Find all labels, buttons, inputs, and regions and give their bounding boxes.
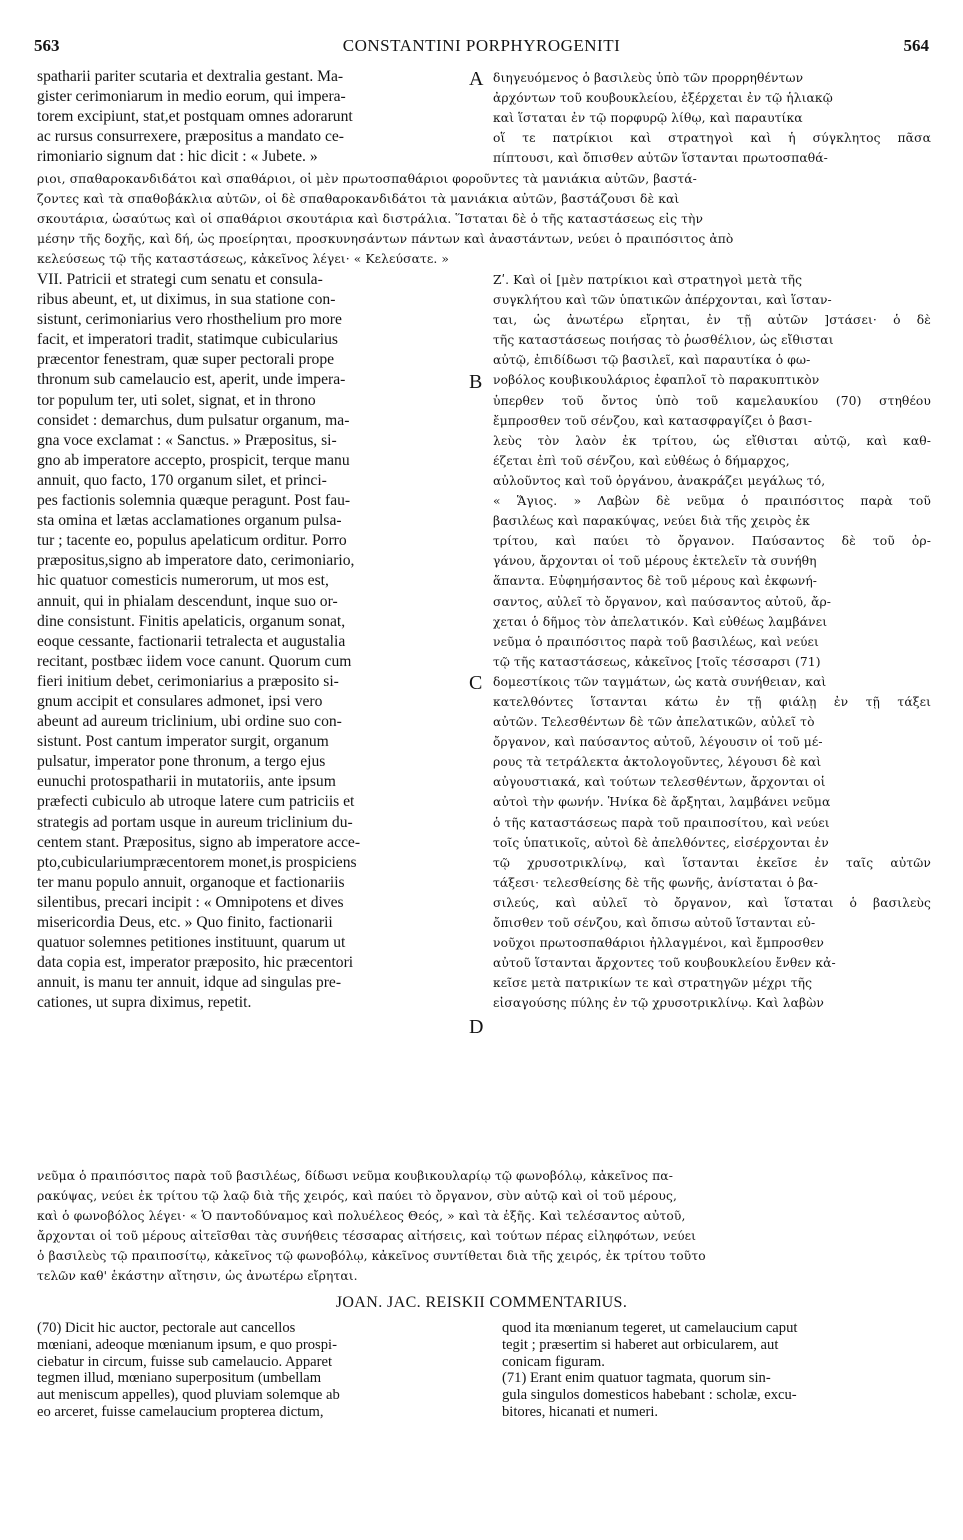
latin-text-line: tor populum ter, uti solet, signat, et in throno xyxy=(37,391,316,409)
latin-text-line: eoque cessante, factionarii tetralecta et augustalia xyxy=(37,632,346,650)
latin-text-line: annuit, qui in phialam descendunt, inque suo or- xyxy=(37,592,338,610)
commentary-left-column xyxy=(37,1320,477,1421)
greek-text-line: νεῦμα ὁ πραιπόσιτος παρὰ τοῦ βασιλέως, καὶ νεύει xyxy=(493,634,819,649)
greek-text-line: τοῖς ὑπατικοῖς, αὐτοὶ δὲ ἀπελθόντες, εἰσέρχονται ἐν xyxy=(493,835,829,850)
greek-text-line: βασιλέως καὶ παρακύψας, νεύει διὰ τῆς χειρὸς ἐκ xyxy=(493,514,810,529)
latin-text-line: annuit, is manu ter annuit, idque ad singulas pre- xyxy=(37,974,342,992)
greek-text-line: ἔμπροσθεν τοῦ σένζου, καὶ κατασφραγίζει ὁ βασι- xyxy=(493,413,813,428)
latin-text-line: sta omina et lætas acclamationes organum pulsa- xyxy=(37,512,342,530)
commentary-text-line: gula singulos domesticos habebant : scholæ, excu- xyxy=(502,1387,797,1404)
margin-marker-d: D xyxy=(469,1016,484,1038)
latin-text-line: gno ab imperatore accepto, prospicit, terque manu xyxy=(37,451,350,469)
latin-text-line: misericordia Deus, etc. » Quo finito, factionarii xyxy=(37,914,333,931)
greek-text-line: ρακύψας, νεύει ἐκ τρίτου τῷ λαῷ διὰ τῆς χειρός, καὶ παύει τὸ ὄργανον, σὺν αὐτῷ καὶ οἱ τοῦ μέρους, xyxy=(37,1189,677,1204)
latin-text-line: gna voce exclamat : « Sanctus. » Præpositus, si- xyxy=(37,431,337,449)
commentary-text-line: ciebatur in circum, fuisse sub camelaucio. Apparet xyxy=(37,1353,333,1370)
latin-text-line: sistunt. Post cantum imperator surgit, organum xyxy=(37,733,329,751)
greek-text-line: οἵ τε πατρίκιοι καὶ στρατηγοὶ καὶ ἡ σύγκλητος πᾶσα xyxy=(493,131,931,146)
greek-text-line: αὐτῷ, ἐπιδίδωσι τῷ βασιλεῖ, καὶ παραυτίκα ὁ φω- xyxy=(493,353,811,368)
page-number-left: 563 xyxy=(34,36,60,55)
latin-text-line: rimoniario signum dat : hic dicit : « Jubete. » xyxy=(37,148,318,166)
greek-text-line: ρους τὰ τετράλεκτα ἀκτολογοῦντες, λέγουσι δὲ καὶ xyxy=(493,755,822,770)
greek-text-line: αὐλοῦντος καὶ τοῦ ὀργάνου, ἀνακράζει μεγάλως τό, xyxy=(493,473,826,488)
latin-text-line: thronum sub camelaucio est, aperit, unde impera- xyxy=(37,371,346,389)
latin-text-line: centem stant. Præpositus, signo ab imperatore acce- xyxy=(37,833,361,851)
page-number-right: 564 xyxy=(903,36,929,55)
commentary-text-line: conicam figuram. xyxy=(502,1353,605,1370)
greek-text-line: « Ἅγιος. » Λαβὼν δὲ νεῦμα ὁ πραιπόσιτος παρὰ τοῦ xyxy=(493,494,931,509)
latin-text-line: pes factionis solemnia quæque peragunt. Post fau- xyxy=(37,492,351,510)
greek-text-line: ἅπαντα. Εὐφημήσαντος δὲ τοῦ μέρους καὶ ἐκφωνή- xyxy=(493,574,818,589)
latin-text-line: abeunt ad aureum triclinium, ubi ordine suo con- xyxy=(37,713,342,731)
running-title: CONSTANTINI PORPHYROGENITI xyxy=(342,36,621,55)
latin-text-line: gnum accipit et consulares admonet, ipsi vero xyxy=(37,692,323,710)
greek-column-main xyxy=(493,270,931,1013)
greek-full-width-passage-2 xyxy=(37,1166,931,1287)
greek-text-line: τελῶν καθ' ἑκάστην αἴτησιν, ὡς ἀνωτέρω εἴρηται. xyxy=(37,1269,358,1284)
greek-text-line: διηγευόμενος ὁ βασιλεὺς ὑπὸ τῶν προρρηθέντων xyxy=(493,71,804,85)
greek-text-line: ἀρχόντων τοῦ κουβουκλείου, ἐξέρχεται ἐν τῷ ἡλιακῷ xyxy=(493,91,833,106)
greek-text-line: αὐτοὶ τὴν φωνήν. Ἡνίκα δὲ ἄρξηται, λαμβάνει νεῦμα xyxy=(493,795,831,810)
greek-text-line: εἰσαγούσης πύλης ἐν τῷ χρυσοτρικλίνῳ. Καὶ λαβὼν xyxy=(493,996,824,1011)
latin-text-line: data copia est, imperator præposito, hic præcentori xyxy=(37,954,354,972)
latin-text-line: ribus abeunt, et, ut diximus, in sua statione con- xyxy=(37,291,336,309)
latin-column-top xyxy=(37,67,477,167)
greek-text-line: δομεστίκοις τῶν ταγμάτων, ὡς κατὰ συνήθειαν, καὶ xyxy=(493,674,827,689)
latin-text-line: silentibus, precari incipit : « Omnipotens et dives xyxy=(37,893,344,911)
commentary-right-column xyxy=(502,1320,932,1421)
commentary-title: JOAN. JAC. REISKII COMMENTARIUS. xyxy=(335,1294,628,1311)
latin-text-line: spatharii pariter scutaria et dextralia gestant. Ma- xyxy=(37,68,344,85)
greek-text-line: λεὺς τὸν λαὸν ἐκ τρίτου, ὡς εἴθισται αὐτῷ, καὶ καθ- xyxy=(493,433,931,448)
greek-text-line: Ζʹ. Καὶ οἱ [μὲν πατρίκιοι καὶ στρατηγοὶ μετὰ τῆς xyxy=(493,273,803,287)
greek-text-line: τάξεσι· τελεσθείσης δὲ τῆς φωνῆς, ἀνίσταται ὁ βα- xyxy=(493,875,818,890)
greek-text-line: κεῖσε μετὰ πατρικίων τε καὶ στρατηγῶν μέχρι τῆς xyxy=(493,976,813,991)
latin-text-line: hic quatuor comesticis numerorum, ut mos est, xyxy=(37,572,329,590)
latin-text-line: tur ; tacente eo, populus apelaticum orditur. Porro xyxy=(37,532,347,550)
latin-text-line: fieri initium debet, cerimoniarius a præposito si- xyxy=(37,672,339,690)
latin-text-line: VII. Patricii et strategi cum senatu et consula- xyxy=(37,271,323,288)
greek-text-line: αὐτῶν. Τελεσθέντων δὲ τῶν ἀπελατικῶν, αὐλεῖ τὸ xyxy=(493,715,815,730)
greek-text-line: μέσην τῆς δοχῆς, καὶ δή, ὡς προείρηται, προσκυνησάντων πάντων καὶ ἀναστάντων, νεύει ὁ πραιπόσιτος ἀπὸ xyxy=(37,232,734,247)
greek-text-line: καὶ ὁ φωνοβόλος λέγει· « Ὁ παντοδύναμος καὶ πολυέλεος Θεός, » καὶ τὰ ἑξῆς. Καὶ τελέσαντος αὐτοῦ, xyxy=(37,1209,686,1224)
commentary-text-line: aut meniscum appelles), quod pluviam solemque ab xyxy=(37,1387,340,1404)
greek-text-line: ὁ τῆς καταστάσεως παρὰ τοῦ πραιποσίτου, καὶ νεύει xyxy=(493,815,830,830)
greek-text-line: έζεται ἐπὶ τοῦ σένζου, καὶ εὐθέως ὁ δήμαρχος, xyxy=(493,453,790,468)
greek-text-line: τῆς καταστάσεως ποιήσας τὸ ῥωσθέλιον, ὡς εἴθισται xyxy=(493,333,834,348)
greek-text-line: ται, ὡς ἀνωτέρω εἴρηται, ἐν τῇ αὐτῶν ]στάσει· ὁ δὲ xyxy=(493,313,931,328)
latin-text-line: quatuor solemnes petitiones instituunt, quarum ut xyxy=(37,934,346,952)
greek-text-line: αὐγουστιακά, καὶ τούτων τελεσθέντων, ἄρχονται οἱ xyxy=(493,775,826,790)
greek-text-line: χεται ὁ δῆμος τὸν ἀπελατικόν. Καὶ εὐθέως λαμβάνει xyxy=(493,614,828,629)
greek-text-line: ὄργανον, καὶ παύσαντος αὐτοῦ, λέγουσιν οἱ τοῦ μέ- xyxy=(493,735,823,750)
greek-text-line: νοβόλος κουβικουλάριος ἐφαπλοῖ τὸ παρακυπτικὸν xyxy=(493,373,820,388)
greek-text-line: ἄρχονται οἱ τοῦ μέρους αἰτεῖσθαι τὰς συνήθεις τέσσαρας αἰτήσεις, καὶ τούτων πέρας εἰληφότων, νεύει xyxy=(37,1229,697,1244)
latin-text-line: præpositus,signo ab imperatore dato, cerimoniario, xyxy=(37,552,355,570)
greek-text-line: τῷ χρυσοτρικλίνῳ, καὶ ἵστανται ἐκεῖσε ἐν ταῖς αὐτῶν xyxy=(493,855,931,870)
greek-full-width-passage-1 xyxy=(37,169,931,269)
greek-text-line: πίπτουσι, καὶ ὄπισθεν αὐτῶν ἵστανται πρωτοσπαθά- xyxy=(493,151,828,166)
margin-marker-c: C xyxy=(469,672,483,694)
latin-text-line: recitant, postbæc iidem voce canunt. Quorum cum xyxy=(37,652,352,670)
commentary-text-line: eo arceret, fuisse camelaucium propterea dictum, xyxy=(37,1403,324,1420)
latin-text-line: eunuchi protospatharii in mutatoriis, ante ipsum xyxy=(37,773,336,791)
greek-text-line: ὄπισθεν τοῦ σένζου, καὶ ὄπισω αὐτοῦ ἵστανται εὐ- xyxy=(493,916,816,930)
greek-column-top xyxy=(493,68,931,168)
latin-text-line: annuit, quo facto, 170 organum silet, et princi- xyxy=(37,471,327,489)
greek-text-line: καὶ ἵσταται ἐν τῷ πορφυρῷ λίθῳ, καὶ παραυτίκα xyxy=(493,111,803,126)
greek-text-line: συγκλήτου καὶ τῶν ὑπατικῶν ἀπέρχονται, καὶ ἵσταν- xyxy=(493,293,832,308)
latin-text-line: cationes, ut supra diximus, repetit. xyxy=(37,994,252,1012)
latin-text-line: præfecti cubiculo ab utroque latere cum patriciis et xyxy=(37,793,355,811)
commentary-text-line: mœniani, adeoque mœnianum ipsum, e quo prospi- xyxy=(37,1336,337,1353)
greek-text-line: κατελθόντες ἵστανται κάτω ἐν τῇ φιάλῃ ἐν τῇ τάξει xyxy=(493,694,931,709)
latin-text-line: sistunt, cerimoniarius vero rhosthelium pro more xyxy=(37,311,342,329)
latin-column-main xyxy=(37,270,477,1013)
greek-text-line: νεῦμα ὁ πραιπόσιτος παρὰ τοῦ βασιλέως, δίδωσι νεῦμα κουβικουλαρίῳ τῷ φωνοβόλῳ, κἀκεῖνος πα- xyxy=(37,1169,673,1183)
latin-text-line: gister cerimoniarum in medio eorum, qui impera- xyxy=(37,88,346,106)
latin-text-line: considet : demarchus, dum pulsatur organum, ma- xyxy=(37,411,350,429)
greek-text-line: γάνου, ἄρχονται οἱ τοῦ μέρους ἐκτελεῖν τὰ συνήθη xyxy=(493,554,817,569)
running-header xyxy=(34,32,929,58)
commentary-text-line: tegmen illud, mœniano superpositum (umbellam xyxy=(37,1370,322,1387)
greek-text-line: σκουτάρια, ὡσαύτως καὶ οἱ σπαθάριοι σκουτάρια καὶ διστράλια. Ἵσταται δὲ ὁ τῆς καταστάσεως εἰς τὴν xyxy=(37,212,704,227)
greek-text-line: νοῦχοι πρωτοσπαθάριοι ἠλλαγμένοι, καὶ ἔμπροσθεν xyxy=(493,936,825,951)
greek-text-line: ζοντες καὶ τὰ σπαθοβάκλια αὐτῶν, οἱ δὲ σπαθαροκανδιδάτοι τὰ μανιάκια αὐτῶν, βαστάζουσι δὲ καὶ xyxy=(37,192,680,207)
latin-text-line: pto,cubiculariumpræcentorem monet,is prospiciens xyxy=(37,853,357,871)
latin-text-line: facit, et imperatori tradit, statimque cubicularius xyxy=(37,331,338,349)
greek-text-line: σαντος, αὐλεῖ τὸ ὄργανον, καὶ παύσαντος αὐτοῦ, ἄρ- xyxy=(493,594,832,609)
greek-text-line: τῷ τῆς καταστάσεως, κἀκεῖνος [τοῖς τέσσαρσι (71) xyxy=(493,654,821,669)
greek-text-line: ὑπερθεν τοῦ ὄντος ὑπὸ τοῦ καμελαυκίου (70) στηθέου xyxy=(493,393,931,408)
greek-text-line: τρίτου, καὶ παύει τὸ ὄργανον. Παύσαντος δὲ τοῦ ὀρ- xyxy=(493,534,931,549)
latin-text-line: ac rursus consurrexere, præpositus a mandato ce- xyxy=(37,128,345,146)
commentary-text-line: (71) Erant enim quatuor tagmata, quorum sin- xyxy=(502,1370,771,1387)
greek-text-line: ριοι, σπαθαροκανδιδάτοι καὶ σπαθάριοι, οἱ μὲν πρωτοσπαθάριοι φοροῦντες τὰ μανιάκια αὐτῶν, βαστά- xyxy=(37,172,697,186)
greek-text-line: αὐτοῦ ἵστανται ἄρχοντες τοῦ κουβουκλείου ἔνθεν κἀ- xyxy=(493,956,836,971)
commentary-text-line: bitores, hicanati et numeri. xyxy=(502,1403,659,1420)
latin-text-line: dine consistunt. Finitis apelaticis, organum sonat, xyxy=(37,612,346,630)
latin-text-line: ter manu populo annuit, organoque et factionariis xyxy=(37,873,345,891)
greek-text-line: κελεύσεως τῷ τῆς καταστάσεως, κἀκεῖνος λέγει· « Κελεύσατε. » xyxy=(37,252,449,267)
margin-marker-a: A xyxy=(469,68,484,90)
latin-text-line: pulsatur, imperator pone thronum, a tergo ejus xyxy=(37,753,326,771)
latin-text-line: strategis ad portam usque in aureum triclinium du- xyxy=(37,813,353,831)
margin-marker-b: B xyxy=(469,371,483,393)
greek-text-line: σιλεύς, καὶ αὐλεῖ τὸ ὄργανον, καὶ ἵσταται ὁ βασιλεὺς xyxy=(493,895,931,910)
commentary-text-line: (70) Dicit hic auctor, pectorale aut cancellos xyxy=(37,1320,296,1336)
commentary-text-line: tegit ; præsertim si haberet aut orbicularem, aut xyxy=(502,1336,779,1353)
latin-text-line: præcentor fenestram, quæ super pectorali prope xyxy=(37,351,335,369)
commentary-text-line: quod ita mœnianum tegeret, ut camelaucium caput xyxy=(502,1320,798,1336)
greek-text-line: ὁ βασιλεὺς τῷ πραιποσίτῳ, κἀκεῖνος τῷ φωνοβόλῳ, κἀκεῖνος συντίθεται διὰ τῆς χειρός, ἐκ τρίτου τοῦτο xyxy=(37,1249,706,1264)
latin-text-line: torem excipiunt, stat,et postquam omnes adorarunt xyxy=(37,108,353,126)
